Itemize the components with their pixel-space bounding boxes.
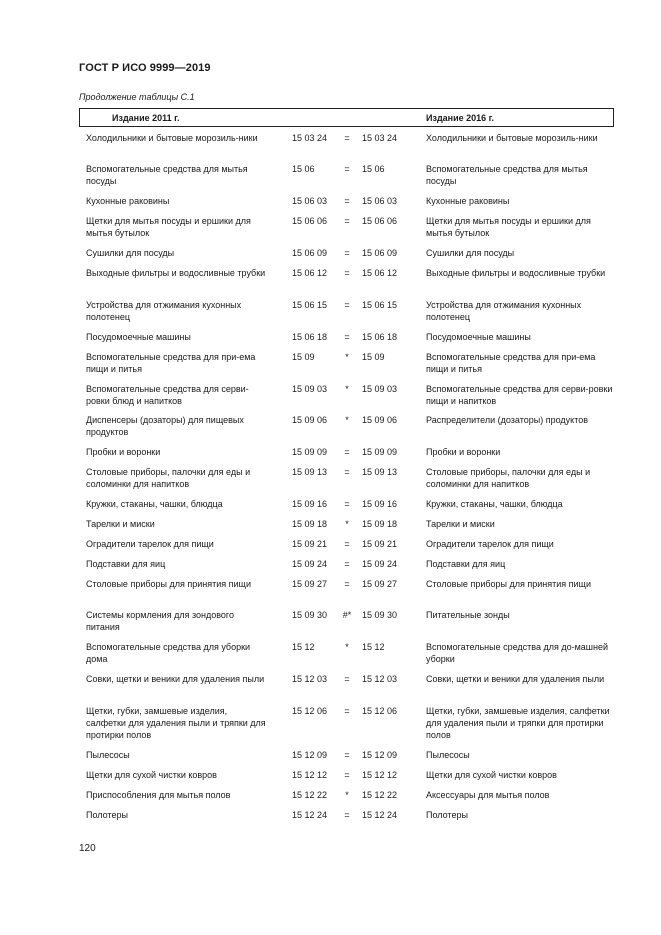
code-2011: 15 09 30 bbox=[292, 610, 328, 620]
name-2016: Тарелки и миски bbox=[426, 519, 495, 529]
relation-mark: = bbox=[344, 810, 350, 820]
code-2011: 15 06 12 bbox=[292, 268, 328, 278]
name-2011: Системы кормления для зондового питания bbox=[86, 610, 234, 632]
document-header: ГОСТ Р ИСО 9999—2019 bbox=[79, 62, 211, 74]
relation-mark: * bbox=[345, 415, 349, 425]
name-2011: Вспомогательные средства для мытья посуды bbox=[86, 164, 248, 186]
relation-mark: * bbox=[345, 352, 349, 362]
code-2011: 15 09 09 bbox=[292, 447, 328, 457]
code-2011: 15 06 15 bbox=[292, 300, 328, 310]
name-2011: Сушилки для посуды bbox=[86, 248, 175, 258]
code-2016: 15 03 24 bbox=[362, 133, 398, 143]
name-2011: Диспенсеры (дозаторы) для пищевых продуктов bbox=[86, 415, 244, 437]
code-2011: 15 12 06 bbox=[292, 706, 328, 716]
code-2011: 15 09 bbox=[292, 352, 315, 362]
code-2011: 15 09 03 bbox=[292, 384, 328, 394]
name-2011: Холодильники и бытовые морозиль-ники bbox=[86, 133, 258, 143]
relation-mark: * bbox=[345, 519, 349, 529]
code-2016: 15 06 15 bbox=[362, 300, 398, 310]
name-2011: Пылесосы bbox=[86, 750, 130, 760]
name-2016: Щетки, губки, замшевые изделия, салфетки для удаления пыли и тряпки для протирки полов bbox=[426, 706, 610, 740]
relation-mark: = bbox=[344, 750, 350, 760]
code-2011: 15 03 24 bbox=[292, 133, 328, 143]
relation-mark: = bbox=[344, 499, 350, 509]
code-2011: 15 09 13 bbox=[292, 467, 328, 477]
name-2016: Вспомогательные средства для серви-ровки пищи и напитков bbox=[426, 384, 613, 406]
name-2011: Вспомогательные средства для серви-ровки блюд и напитков bbox=[86, 384, 249, 406]
code-2016: 15 12 bbox=[362, 642, 385, 652]
name-2011: Столовые приборы для принятия пищи bbox=[86, 579, 251, 589]
code-2011: 15 06 bbox=[292, 164, 315, 174]
relation-mark: = bbox=[344, 447, 350, 457]
name-2011: Вспомогательные средства для при-ема пищи и питья bbox=[86, 352, 256, 374]
relation-mark: * bbox=[345, 642, 349, 652]
code-2016: 15 12 22 bbox=[362, 790, 398, 800]
name-2011: Полотеры bbox=[86, 810, 128, 820]
name-2011: Вспомогательные средства для уборки дома bbox=[86, 642, 251, 664]
name-2016: Кружки, стаканы, чашки, блюдца bbox=[426, 499, 563, 509]
relation-mark: = bbox=[344, 706, 350, 716]
code-2016: 15 09 06 bbox=[362, 415, 398, 425]
relation-mark: = bbox=[344, 770, 350, 780]
code-2016: 15 09 09 bbox=[362, 447, 398, 457]
name-2016: Щетки для сухой чистки ковров bbox=[426, 770, 557, 780]
name-2016: Столовые приборы, палочки для еды и соломинки для напитков bbox=[426, 467, 591, 489]
name-2016: Посудомоечные машины bbox=[426, 332, 531, 342]
code-2011: 15 12 09 bbox=[292, 750, 328, 760]
relation-mark: = bbox=[344, 268, 350, 278]
code-2016: 15 12 24 bbox=[362, 810, 398, 820]
name-2011: Устройства для отжимания кухонных полотенец bbox=[86, 300, 242, 322]
relation-mark: = bbox=[344, 248, 350, 258]
name-2011: Пробки и воронки bbox=[86, 447, 161, 457]
code-2011: 15 06 06 bbox=[292, 216, 328, 226]
name-2011: Щетки, губки, замшевые изделия, салфетки для удаления пыли и тряпки для протирки полов bbox=[86, 706, 266, 740]
name-2016: Холодильники и бытовые морозиль-ники bbox=[426, 133, 598, 143]
code-2011: 15 09 21 bbox=[292, 539, 328, 549]
name-2016: Пылесосы bbox=[426, 750, 470, 760]
code-2011: 15 09 27 bbox=[292, 579, 328, 589]
name-2016: Пробки и воронки bbox=[426, 447, 501, 457]
name-2016: Столовые приборы для принятия пищи bbox=[426, 579, 591, 589]
code-2011: 15 06 09 bbox=[292, 248, 328, 258]
name-2016: Выходные фильтры и водосливные трубки bbox=[426, 268, 606, 278]
table-header bbox=[79, 108, 614, 127]
relation-mark: = bbox=[344, 579, 350, 589]
name-2016: Вспомогательные средства для при-ема пищи и питья bbox=[426, 352, 596, 374]
code-2016: 15 12 12 bbox=[362, 770, 398, 780]
code-2016: 15 12 03 bbox=[362, 674, 398, 684]
name-2011: Посудомоечные машины bbox=[86, 332, 191, 342]
name-2011: Щетки для сухой чистки ковров bbox=[86, 770, 217, 780]
relation-mark: = bbox=[344, 164, 350, 174]
name-2011: Тарелки и миски bbox=[86, 519, 155, 529]
name-2016: Совки, щетки и веники для удаления пыли bbox=[426, 674, 605, 684]
name-2016: Оградители тарелок для пищи bbox=[426, 539, 554, 549]
code-2016: 15 06 09 bbox=[362, 248, 398, 258]
name-2011: Приспособления для мытья полов bbox=[86, 790, 231, 800]
relation-mark: = bbox=[344, 332, 350, 342]
code-2016: 15 09 21 bbox=[362, 539, 398, 549]
relation-mark: * bbox=[345, 384, 349, 394]
name-2016: Кухонные раковины bbox=[426, 196, 510, 206]
name-2011: Оградители тарелок для пищи bbox=[86, 539, 214, 549]
code-2016: 15 06 18 bbox=[362, 332, 398, 342]
relation-mark: #* bbox=[342, 610, 352, 620]
code-2016: 15 06 12 bbox=[362, 268, 398, 278]
relation-mark: = bbox=[344, 674, 350, 684]
name-2011: Щетки для мытья посуды и ершики для мытья бутылок bbox=[86, 216, 251, 238]
code-2011: 15 09 18 bbox=[292, 519, 328, 529]
code-2011: 15 06 03 bbox=[292, 196, 328, 206]
name-2016: Устройства для отжимания кухонных полотенец bbox=[426, 300, 582, 322]
name-2016: Распределители (дозаторы) продуктов bbox=[426, 415, 589, 425]
name-2011: Совки, щетки и веники для удаления пыли bbox=[86, 674, 265, 684]
column-header-2016: Издание 2016 г. bbox=[426, 113, 495, 123]
code-2011: 15 09 24 bbox=[292, 559, 328, 569]
name-2011: Столовые приборы, палочки для еды и соломинки для напитков bbox=[86, 467, 251, 489]
relation-mark: = bbox=[344, 133, 350, 143]
relation-mark: = bbox=[344, 467, 350, 477]
name-2011: Кружки, стаканы, чашки, блюдца bbox=[86, 499, 223, 509]
relation-mark: = bbox=[344, 216, 350, 226]
code-2016: 15 09 18 bbox=[362, 519, 398, 529]
name-2016: Аксессуары для мытья полов bbox=[426, 790, 550, 800]
name-2011: Кухонные раковины bbox=[86, 196, 170, 206]
relation-mark: * bbox=[345, 790, 349, 800]
code-2011: 15 12 12 bbox=[292, 770, 328, 780]
name-2016: Щетки для мытья посуды и ершики для мытья бутылок bbox=[426, 216, 591, 238]
name-2016: Полотеры bbox=[426, 810, 468, 820]
name-2011: Подставки для яиц bbox=[86, 559, 166, 569]
code-2011: 15 12 03 bbox=[292, 674, 328, 684]
code-2016: 15 09 bbox=[362, 352, 385, 362]
column-header-2011: Издание 2011 г. bbox=[112, 113, 180, 123]
name-2016: Подставки для яиц bbox=[426, 559, 506, 569]
code-2016: 15 09 03 bbox=[362, 384, 398, 394]
code-2016: 15 09 16 bbox=[362, 499, 398, 509]
code-2011: 15 09 06 bbox=[292, 415, 328, 425]
relation-mark: = bbox=[344, 539, 350, 549]
code-2016: 15 06 06 bbox=[362, 216, 398, 226]
code-2016: 15 09 13 bbox=[362, 467, 398, 477]
code-2011: 15 12 22 bbox=[292, 790, 328, 800]
name-2016: Питательные зонды bbox=[426, 610, 510, 620]
page-number: 120 bbox=[79, 843, 96, 854]
code-2011: 15 09 16 bbox=[292, 499, 328, 509]
name-2016: Вспомогательные средства для мытья посуды bbox=[426, 164, 588, 186]
code-2016: 15 06 03 bbox=[362, 196, 398, 206]
code-2016: 15 09 24 bbox=[362, 559, 398, 569]
code-2016: 15 12 09 bbox=[362, 750, 398, 760]
code-2016: 15 09 30 bbox=[362, 610, 398, 620]
code-2016: 15 06 bbox=[362, 164, 385, 174]
name-2016: Сушилки для посуды bbox=[426, 248, 515, 258]
code-2011: 15 12 bbox=[292, 642, 315, 652]
code-2016: 15 12 06 bbox=[362, 706, 398, 716]
code-2011: 15 12 24 bbox=[292, 810, 328, 820]
relation-mark: = bbox=[344, 300, 350, 310]
name-2011: Выходные фильтры и водосливные трубки bbox=[86, 268, 266, 278]
relation-mark: = bbox=[344, 196, 350, 206]
table-caption: Продолжение таблицы С.1 bbox=[79, 92, 195, 102]
code-2011: 15 06 18 bbox=[292, 332, 328, 342]
relation-mark: = bbox=[344, 559, 350, 569]
code-2016: 15 09 27 bbox=[362, 579, 398, 589]
name-2016: Вспомогательные средства для до-машней уборки bbox=[426, 642, 608, 664]
